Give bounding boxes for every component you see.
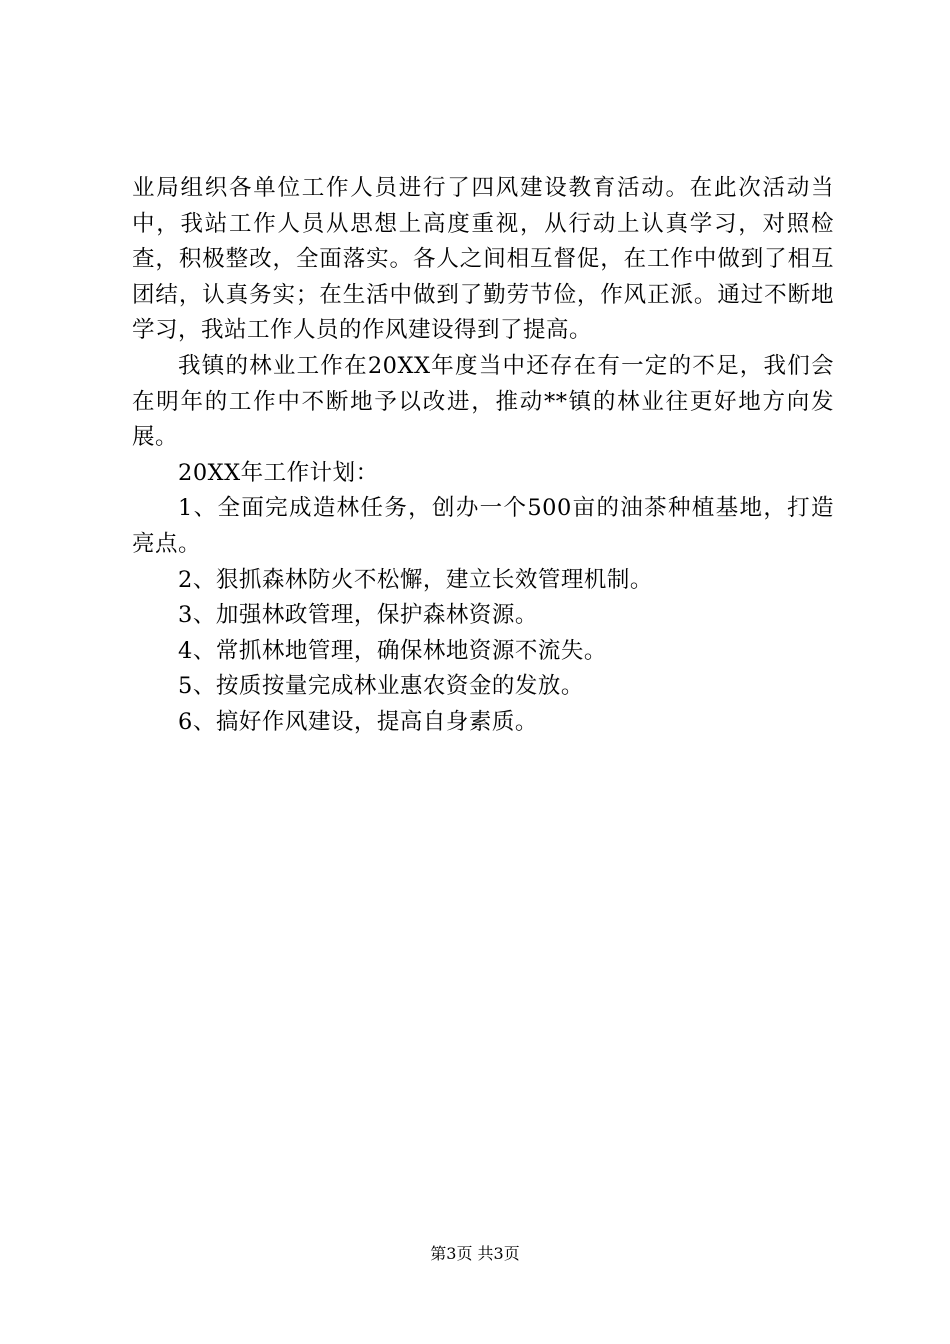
plan-item-1: 1、全面完成造林任务，创办一个500亩的油茶种植基地，打造亮点。 xyxy=(132,495,834,557)
plan-heading: 20XX年工作计划： xyxy=(178,459,379,486)
plan-item-3: 3、加强林政管理，保护森林资源。 xyxy=(178,602,538,629)
plan-item-5: 5、按质按量完成林业惠农资金的发放。 xyxy=(178,673,584,700)
page-footer: 第3页 共3页 xyxy=(430,1244,520,1263)
plan-item-4: 4、常抓林地管理，确保林地资源不流失。 xyxy=(178,637,607,664)
document-body xyxy=(132,171,834,741)
plan-item-6: 6、搞好作风建设，提高自身素质。 xyxy=(178,708,538,735)
paragraph-style-work: 业局组织各单位工作人员进行了四风建设教育活动。在此次活动当中，我站工作人员从思想上高度重视，从行动上认真学习，对照检查，积极整改，全面落实。各人之间相互督促，在工作中做到了相互团结，认真务实；在生活中做到了勤劳节俭，作风正派。通过不断地学习，我站工作人员的作风建设得到了提高。 xyxy=(132,175,834,344)
paragraph-shortcomings: 我镇的林业工作在20XX年度当中还存在有一定的不足，我们会在明年的工作中不断地予以改进，推动**镇的林业往更好地方向发展。 xyxy=(132,352,834,451)
plan-item-2: 2、狠抓森林防火不松懈，建立长效管理机制。 xyxy=(178,566,653,593)
